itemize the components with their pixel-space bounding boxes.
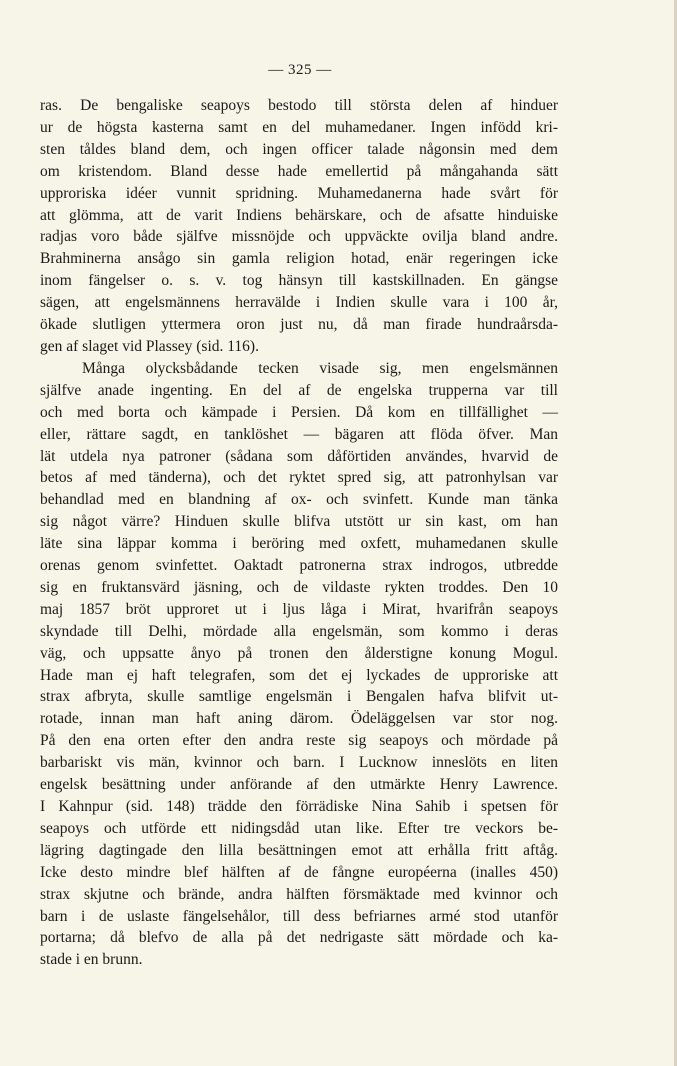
text-line: stade i en brunn. [40, 951, 143, 969]
text-line: strax skjutne och brände, andra hälften försmäktade med kvinnor och [40, 885, 558, 903]
text-line: I Kahnpur (sid. 148) trädde den förrädiske Nina Sahib i spetsen för [40, 798, 558, 815]
text-line: Många olycksbådande tecken visade sig, men engelsmännen [82, 359, 558, 377]
text-line: behandlad med en blandning af ox- och svinfett. Kunde man tänka [40, 491, 558, 509]
text-line: På den ena orten efter den andra reste sig seapoys och mördade på [40, 732, 558, 750]
text-line: skyndade till Delhi, mördade alla engelsmän, som kommo i deras [40, 622, 558, 640]
text-line: Hade man ej haft telegrafen, som det ej lyckades de upproriske att [40, 666, 558, 684]
text-line: sig en fruktansvärd jäsning, och de vildaste rykten troddes. Den 10 [40, 578, 558, 596]
text-line: strax afbryta, skulle samtlige engelsmän i Bengalen hafva blifvit ut- [40, 688, 558, 706]
text-line: seapoys och utförde ett nidingsdåd utan like. Efter tre veckors be- [40, 819, 558, 837]
text-line: lät utdela nya patroner (sådana som dåförtiden användes, hvarvid de [40, 447, 558, 465]
text-line: väg, och uppsatte ånyo på tronen den ålderstigne konung Mogul. [40, 644, 558, 662]
text-line: orenas genom svinfettet. Oaktadt patronerna strax indrogos, utbredde [40, 557, 558, 575]
text-line: portarna; då blefvo de alla på det nedrigaste sätt mördade och ka- [40, 929, 558, 947]
text-line: engelsk besättning under anförande af den utmärkte Henry Lawrence. [40, 776, 558, 794]
text-line: att glömma, att de varit Indiens behärskare, och de afsatte hinduiske [40, 206, 558, 224]
text-line: läte sina läppar komma i beröring med oxfett, muhamedanen skulle [40, 535, 558, 553]
text-line: rotade, innan man haft aning därom. Ödeläggelsen var stor nog. [40, 710, 558, 728]
text-line: radjas voro både själfve missnöjde och uppväckte ovilja bland andre. [40, 228, 558, 246]
text-line: ökade slutligen yttermera oron just nu, då man firade hundraårsda- [40, 316, 558, 334]
body-text [40, 95, 558, 971]
text-line: betos af med tänderna), och det ryktet spred sig, att patronhylsan var [40, 469, 558, 487]
text-line: Icke desto mindre blef hälften af de fångne européerna (inalles 450) [40, 863, 558, 881]
paragraph [40, 95, 558, 358]
text-line: inom fängelser o. s. v. tog hänsyn till kastskillnaden. En gängse [40, 272, 558, 290]
text-line: själfve anade ingenting. En del af de engelska trupperna var till [40, 381, 558, 399]
text-line: gen af slaget vid Plassey (sid. 116). [40, 337, 259, 355]
text-line: om kristendom. Bland desse hade emellertid på mångahanda sätt [40, 162, 558, 180]
text-line: maj 1857 bröt upproret ut i ljus låga i Mirat, hvarifrån seapoys [40, 600, 558, 618]
page-number: — 325 — [268, 62, 332, 78]
text-line: barbariskt vis män, kvinnor och barn. I Lucknow inneslöts en liten [40, 754, 558, 772]
text-line: barn i de uslaste fängelsehålor, till dess befriarnes armé stod utanför [40, 907, 558, 925]
text-line: lägring dagtingade den lilla besättningen emot att erhålla fritt aftåg. [40, 841, 558, 859]
text-line: sig något värre? Hinduen skulle blifva utstött ur sin kast, om han [40, 513, 558, 531]
text-line: ur de högsta kasterna samt en del muhamedaner. Ingen infödd kri- [40, 118, 558, 136]
text-line: upproriska idéer vunnit spridning. Muhamedanerna hade svårt för [40, 184, 558, 202]
text-line: och med borta och kämpade i Persien. Då kom en tillfällighet — [40, 403, 558, 421]
text-line: sägen, att engelsmännens herravälde i Indien skulle vara i 100 år, [40, 294, 558, 312]
text-line: ras. De bengaliske seapoys bestodo till största delen af hinduer [40, 97, 558, 114]
paragraph [40, 358, 558, 971]
text-line: sten tåldes bland dem, och ingen officer talade någonsin med dem [40, 140, 558, 158]
text-line: eller, rättare sagdt, en tanklöshet — bägaren att flöda öfver. Man [40, 425, 558, 443]
text-line: Brahminerna ansågo sin gamla religion hotad, enär regeringen icke [40, 250, 558, 268]
